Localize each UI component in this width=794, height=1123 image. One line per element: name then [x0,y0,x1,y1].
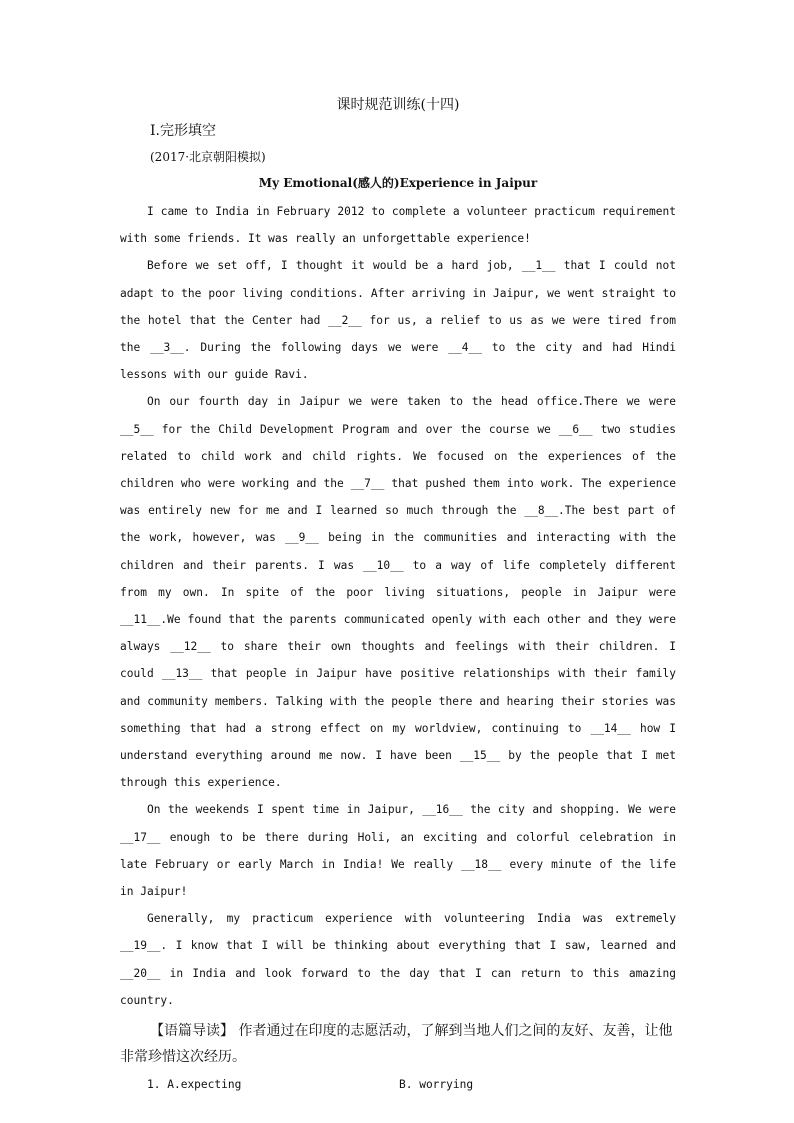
option-a-text: A.expecting [167,1078,242,1092]
question-1-option-b: B. worrying [399,1078,474,1092]
passage-guide [120,1018,676,1070]
guide-label: 【语篇导读】 [150,1023,234,1040]
question-number: 1. [147,1078,161,1092]
section-heading: Ⅰ.完形填空 [150,123,216,139]
paragraph-3: On our fourth day in Jaipur we were taken to the head office.There we were __5__ for the Child Development Program and over the course we __6__ two studies related to child work and child rights. We focused on the experiences of the children who were working and the __7__ that pushed them into work. The experience was entirely new for me and I learned so much through the __8__.The best part of the work, however, was __9__ being in the communities and interacting with the children and their parents. I was __10__ to a way of life completely different from my own. In spite of the poor living situations, people in Jaipur were __11__.We found that the parents communicated openly with each other and they were always __12__ to share their own thoughts and feelings with their children. I could __13__ that people in Jaipur have positive relationships with their family and community members. Talking with the people there and hearing their stories was something that had a strong effect on my worldview, continuing to __14__ how I understand everything around me now. I have been __15__ by the people that I met through this experience. [120,395,676,790]
paragraph-2: Before we set off, I thought it would be a hard job, __1__ that I could not adapt to the poor living conditions. After arriving in Jaipur, we went straight to the hotel that the Center had __2__ for us, a relief to us as we were tired from the __3__. During the following days we were __4__ to the city and had Hindi lessons with our guide Ravi. [120,259,676,382]
passage-title: My Emotional(感人的)Experience in Jaipur [258,176,538,190]
paragraph-5: Generally, my practicum experience with volunteering India was extremely __19__. I know that I will be thinking about everything that I saw, learned and __20__ in India and look forward to the day that I can return to this amazing country. [120,912,676,1007]
document-page [120,94,676,1098]
question-1-option-a [147,1072,399,1098]
page-title: 课时规范训练(十四) [336,97,460,113]
guide-text: 作者通过在印度的志愿活动，了解到当地人们之间的友好、友善，让他非常珍惜这次经历。 [120,1023,673,1066]
paragraph-4: On the weekends I spent time in Jaipur, __16__ the city and shopping. We were __17__ enough to be there during Holi, an exciting and colorful celebration in late February or early March in India! We really __18__ every minute of the life in Jaipur! [120,803,676,899]
paragraph-1: I came to India in February 2012 to complete a volunteer practicum requirement with some friends. It was really an unforgettable experience! [120,205,676,246]
source-note: (2017·北京朝阳模拟) [150,150,266,164]
question-1-options [147,1072,676,1098]
